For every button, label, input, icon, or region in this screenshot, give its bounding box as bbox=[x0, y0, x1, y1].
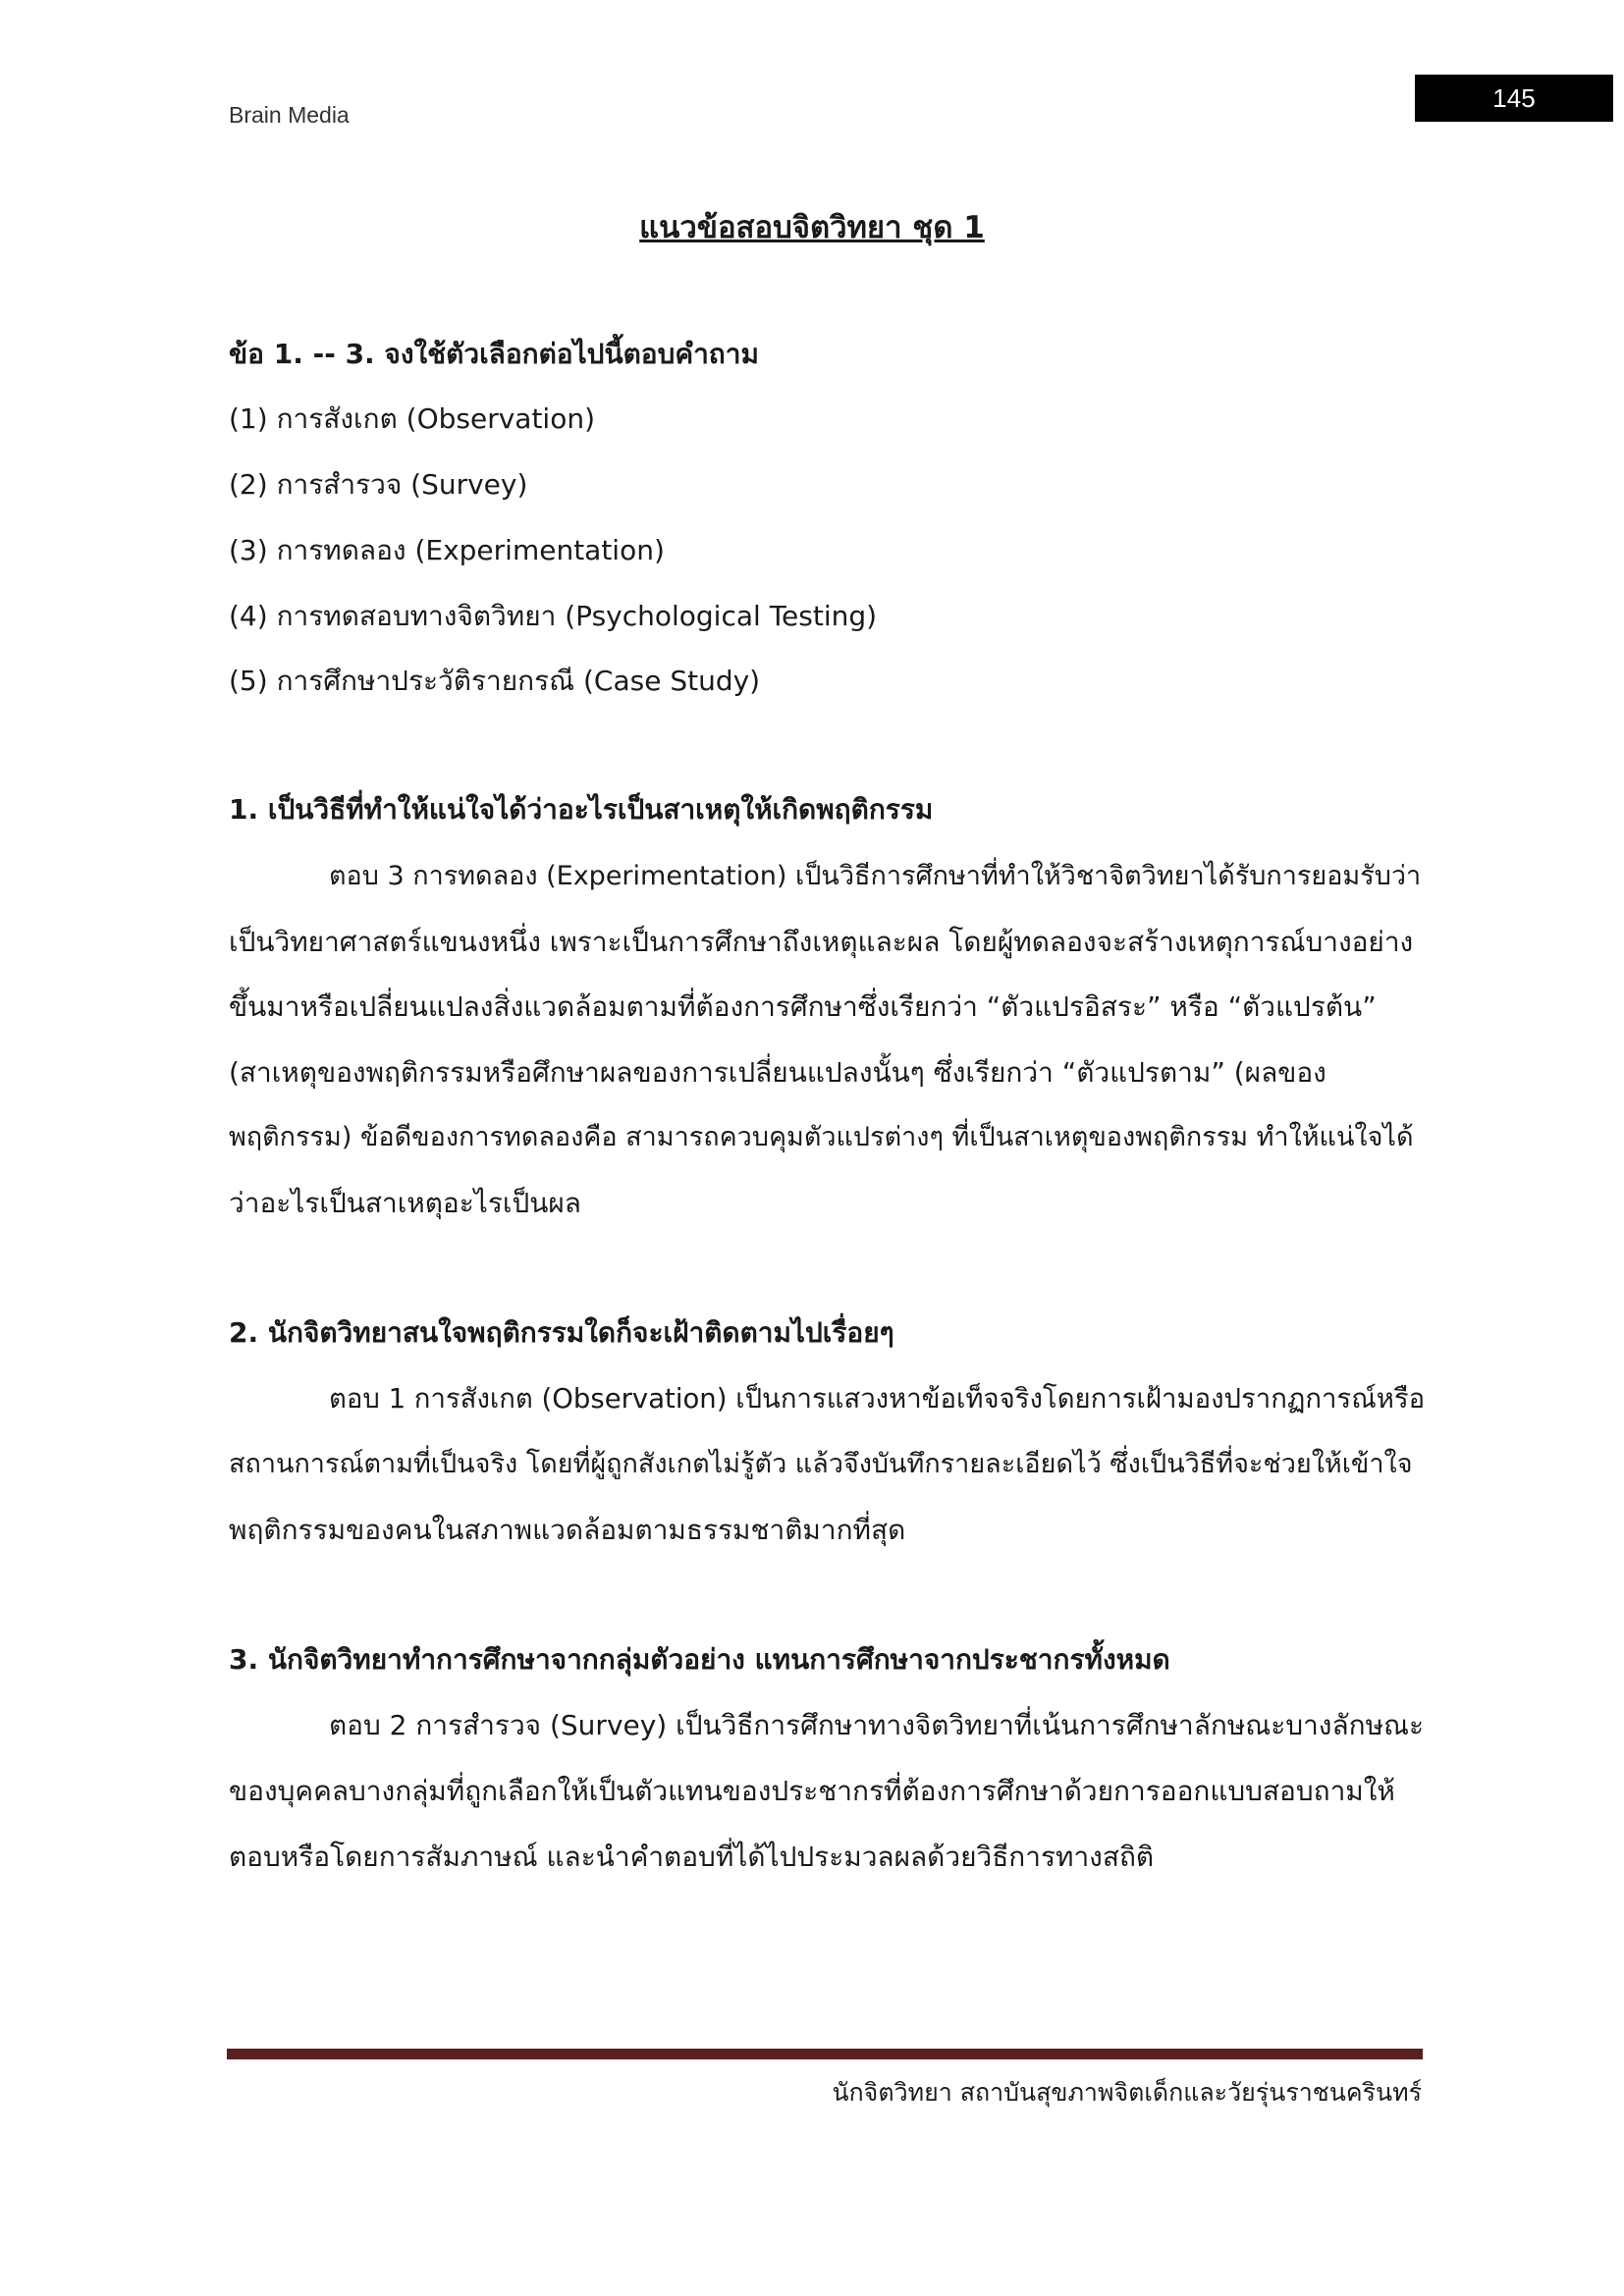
answer-3-line-2: ของบุคคลบางกลุ่มที่ถูกเลือกให้เป็นตัวแทนของประชากรที่ต้องการศึกษาด้วยการออกแบบสอบถามให้ bbox=[229, 1775, 1395, 1807]
answer-1-line-5: พฤติกรรม) ข้อดีของการทดลองคือ สามารถควบคุมตัวแปรต่างๆ ที่เป็นสาเหตุของพฤติกรรม ทำให้แน่ใจได้ bbox=[229, 1122, 1414, 1152]
header-brand: Brain Media bbox=[229, 102, 350, 128]
option-3: (3) การทดลอง (Experimentation) bbox=[229, 534, 665, 566]
answer-2-line-1: ตอบ 1 การสังเกต (Observation) เป็นการแสวงหาข้อเท็จจริงโดยการเฝ้ามองปรากฏการณ์หรือ bbox=[329, 1383, 1426, 1415]
answer-3-line-3: ตอบหรือโดยการสัมภาษณ์ และนำคำตอบที่ได้ไปประมวลผลด้วยวิธีการทางสถิติ bbox=[229, 1841, 1155, 1873]
question-1: 1. เป็นวิธีที่ทำให้แน่ใจได้ว่าอะไรเป็นสาเหตุให้เกิดพฤติกรรม bbox=[229, 793, 934, 826]
footer-rule bbox=[227, 2049, 1423, 2059]
answer-1-line-4: (สาเหตุของพฤติกรรมหรือศึกษาผลของการเปลี่ยนแปลงนั้นๆ ซึ่งเรียกว่า “ตัวแปรตาม” (ผลของ bbox=[229, 1056, 1326, 1089]
question-3: 3. นักจิตวิทยาทำการศึกษาจากกลุ่มตัวอย่าง แทนการศึกษาจากประชากรทั้งหมด bbox=[229, 1643, 1170, 1676]
option-2: (2) การสำรวจ (Survey) bbox=[229, 468, 528, 501]
answer-1-line-6: ว่าอะไรเป็นสาเหตุอะไรเป็นผล bbox=[229, 1187, 581, 1219]
answer-2-line-2: สถานการณ์ตามที่เป็นจริง โดยที่ผู้ถูกสังเกตไม่รู้ตัว แล้วจึงบันทึกรายละเอียดไว้ ซึ่งเป็นวิธีที่จะช่วยให้เข้าใจ bbox=[229, 1449, 1413, 1479]
answer-2-line-3: พฤติกรรมของคนในสภาพแวดล้อมตามธรรมชาติมากที่สุด bbox=[229, 1514, 906, 1546]
option-4: (4) การทดสอบทางจิตวิทยา (Psychological Testing) bbox=[229, 600, 878, 632]
answer-1-line-1: ตอบ 3 การทดลอง (Experimentation) เป็นวิธีการศึกษาที่ทำให้วิชาจิตวิทยาได้รับการยอมรับว่า bbox=[329, 861, 1422, 891]
footer-text: นักจิตวิทยา สถาบันสุขภาพจิตเด็กและวัยรุ่นราชนครินทร์ bbox=[832, 2078, 1422, 2107]
answer-1-line-2: เป็นวิทยาศาสตร์แขนงหนึ่ง เพราะเป็นการศึกษาถึงเหตุและผล โดยผู้ทดลองจะสร้างเหตุการณ์บางอย่าง bbox=[229, 926, 1414, 958]
answer-1-line-3: ขึ้นมาหรือเปลี่ยนแปลงสิ่งแวดล้อมตามที่ต้องการศึกษาซึ่งเรียกว่า “ตัวแปรอิสระ” หรือ “ตัวแปรต้น” bbox=[229, 990, 1377, 1023]
page-number: 145 bbox=[1415, 75, 1613, 122]
question-2: 2. นักจิตวิทยาสนใจพฤติกรรมใดก็จะเฝ้าติดตามไปเรื่อยๆ bbox=[229, 1316, 894, 1349]
option-5: (5) การศึกษาประวัติรายกรณี (Case Study) bbox=[229, 665, 761, 697]
option-1: (1) การสังเกต (Observation) bbox=[229, 402, 595, 435]
page-title: แนวข้อสอบจิตวิทยา ชุด 1 bbox=[639, 210, 985, 245]
instruction-heading: ข้อ 1. -- 3. จงใช้ตัวเลือกต่อไปนี้ตอบคำถาม bbox=[229, 338, 759, 370]
answer-3-line-1: ตอบ 2 การสำรวจ (Survey) เป็นวิธีการศึกษาทางจิตวิทยาที่เน้นการศึกษาลักษณะบางลักษณะ bbox=[329, 1709, 1425, 1741]
